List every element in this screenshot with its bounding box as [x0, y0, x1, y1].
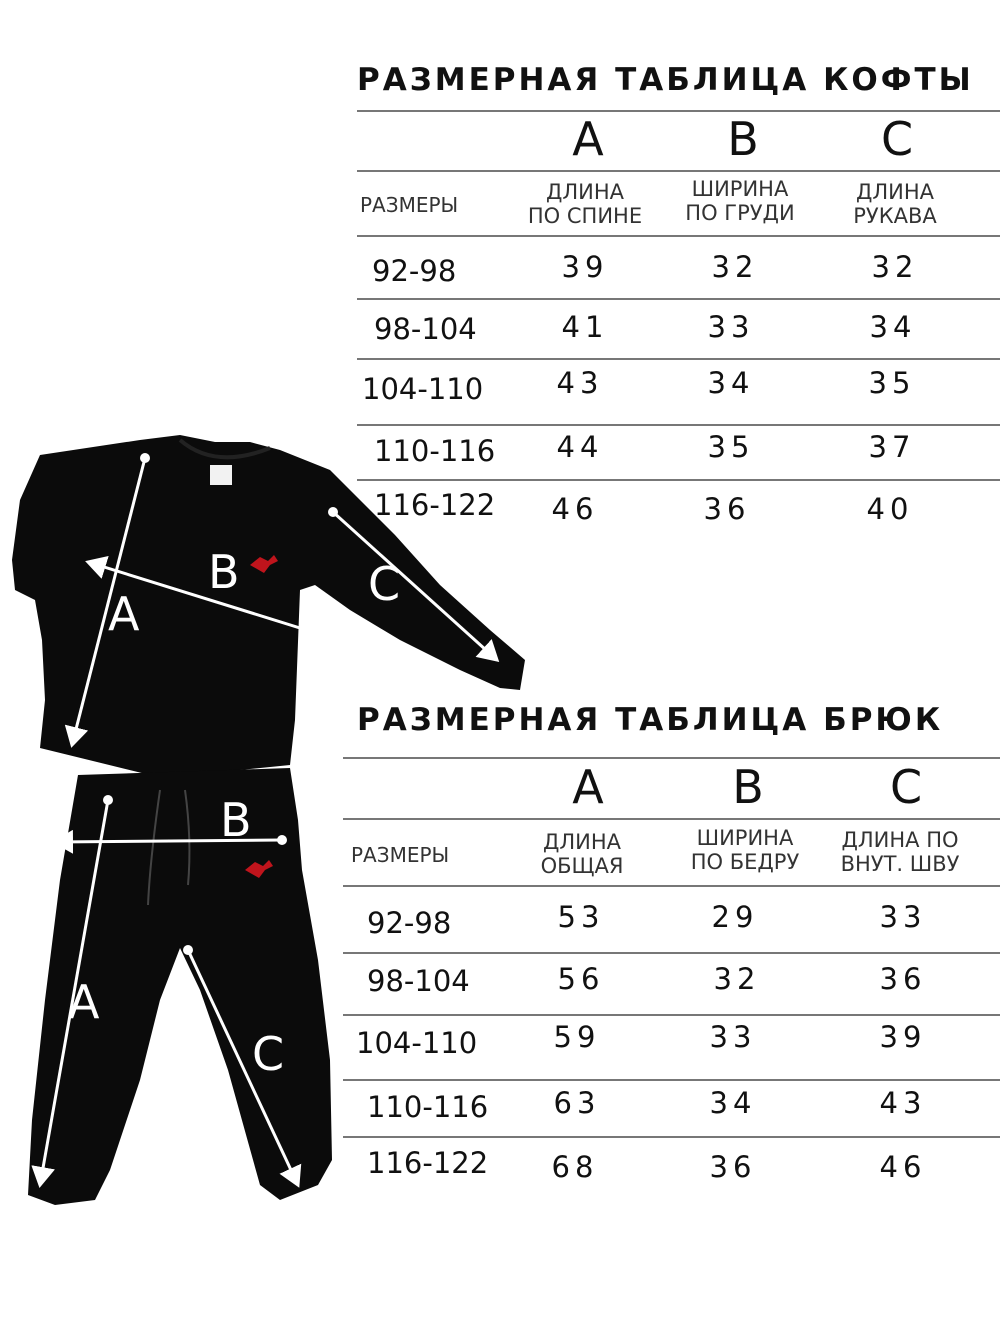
pants-value: 29 — [711, 900, 759, 934]
jacket-table-title: РАЗМЕРНАЯ ТАБЛИЦА КОФТЫ — [357, 62, 974, 98]
jacket-value: 35 — [868, 366, 916, 400]
jacket-label-b: B — [208, 545, 240, 599]
divider — [357, 358, 1000, 360]
jacket-col-chest-width — [670, 177, 810, 225]
jacket-value: 34 — [869, 310, 917, 344]
divider — [343, 885, 1000, 887]
jacket-sizes-label: РАЗМЕРЫ — [360, 193, 459, 217]
jacket-label-c: C — [368, 557, 401, 611]
col-line: ДЛИНА — [545, 180, 625, 204]
col-line: ДЛИНА — [542, 830, 622, 854]
pants-row-size: 104-110 — [356, 1026, 478, 1060]
jacket-row-size: 98-104 — [374, 312, 477, 346]
pants-col-inseam — [830, 828, 970, 876]
pants-value: 36 — [709, 1150, 757, 1184]
jacket-value: 39 — [561, 250, 609, 284]
divider — [343, 952, 1000, 954]
divider — [357, 479, 1000, 481]
pants-value: 43 — [879, 1086, 927, 1120]
pants-value: 46 — [879, 1150, 927, 1184]
col-line: ПО СПИНЕ — [527, 204, 643, 228]
pants-row-size: 98-104 — [367, 964, 470, 998]
pants-label-b: B — [220, 793, 252, 847]
jacket-value: 32 — [871, 250, 919, 284]
jacket-value: 33 — [707, 310, 755, 344]
jacket-value: 36 — [703, 492, 751, 526]
jacket-letter-b: B — [727, 112, 759, 166]
pants-value: 33 — [709, 1020, 757, 1054]
pants-letter-c: C — [889, 760, 923, 814]
pants-label-a: A — [68, 975, 100, 1029]
col-line: ШИРИНА — [696, 826, 794, 850]
pants-value: 36 — [879, 962, 927, 996]
jacket-value: 40 — [866, 492, 914, 526]
divider — [343, 1014, 1000, 1016]
col-line: ДЛИНА — [855, 180, 935, 204]
divider — [343, 818, 1000, 820]
jacket-value: 46 — [551, 492, 599, 526]
pants-value: 59 — [553, 1020, 601, 1054]
divider — [343, 757, 1000, 759]
col-line: ОБЩАЯ — [540, 854, 624, 878]
pants-value: 32 — [713, 962, 761, 996]
divider — [357, 235, 1000, 237]
pants-value: 34 — [709, 1086, 757, 1120]
jacket-col-sleeve-length — [825, 180, 965, 228]
jacket-row-size: 116-122 — [374, 488, 496, 522]
pants-col-total-length — [512, 830, 652, 878]
col-line: ДЛИНА ПО — [841, 828, 959, 852]
pants-value: 68 — [551, 1150, 599, 1184]
pants-row-size: 110-116 — [367, 1090, 489, 1124]
divider — [357, 424, 1000, 426]
jacket-letter-c: C — [880, 112, 914, 166]
pants-sizes-label: РАЗМЕРЫ — [351, 843, 450, 867]
jacket-value: 34 — [707, 366, 755, 400]
divider — [357, 298, 1000, 300]
pants-row-size: 116-122 — [367, 1146, 489, 1180]
jacket-value: 44 — [556, 430, 604, 464]
jacket-row-size: 110-116 — [374, 434, 496, 468]
col-line: РУКАВА — [853, 204, 937, 228]
size-tag — [210, 465, 232, 485]
pants-letter-b: B — [732, 760, 764, 814]
pants-value: 33 — [879, 900, 927, 934]
jacket-letter-a: A — [572, 112, 604, 166]
jacket-value: 37 — [868, 430, 916, 464]
col-line: ПО ГРУДИ — [685, 201, 795, 225]
divider — [357, 170, 1000, 172]
pants-value: 56 — [557, 962, 605, 996]
pants-letter-a: A — [572, 760, 604, 814]
pants-table-title: РАЗМЕРНАЯ ТАБЛИЦА БРЮК — [357, 702, 944, 738]
jacket-value: 43 — [556, 366, 604, 400]
jacket-value: 35 — [707, 430, 755, 464]
col-line: ВНУТ. ШВУ — [840, 852, 960, 876]
jacket-col-back-length — [515, 180, 655, 228]
pants-row-size: 92-98 — [367, 906, 452, 940]
jacket-row-size: 104-110 — [362, 372, 484, 406]
pants-col-hip-width — [675, 826, 815, 874]
divider — [343, 1079, 1000, 1081]
pants-value: 63 — [553, 1086, 601, 1120]
pants-label-c: C — [252, 1027, 285, 1081]
pants-value: 39 — [879, 1020, 927, 1054]
pants-value: 53 — [557, 900, 605, 934]
jacket-label-a: A — [108, 587, 140, 641]
jacket-value: 41 — [561, 310, 609, 344]
jacket-value: 32 — [711, 250, 759, 284]
divider — [343, 1136, 1000, 1138]
col-line: ПО БЕДРУ — [690, 850, 800, 874]
col-line: ШИРИНА — [691, 177, 789, 201]
jacket-row-size: 92-98 — [372, 254, 457, 288]
